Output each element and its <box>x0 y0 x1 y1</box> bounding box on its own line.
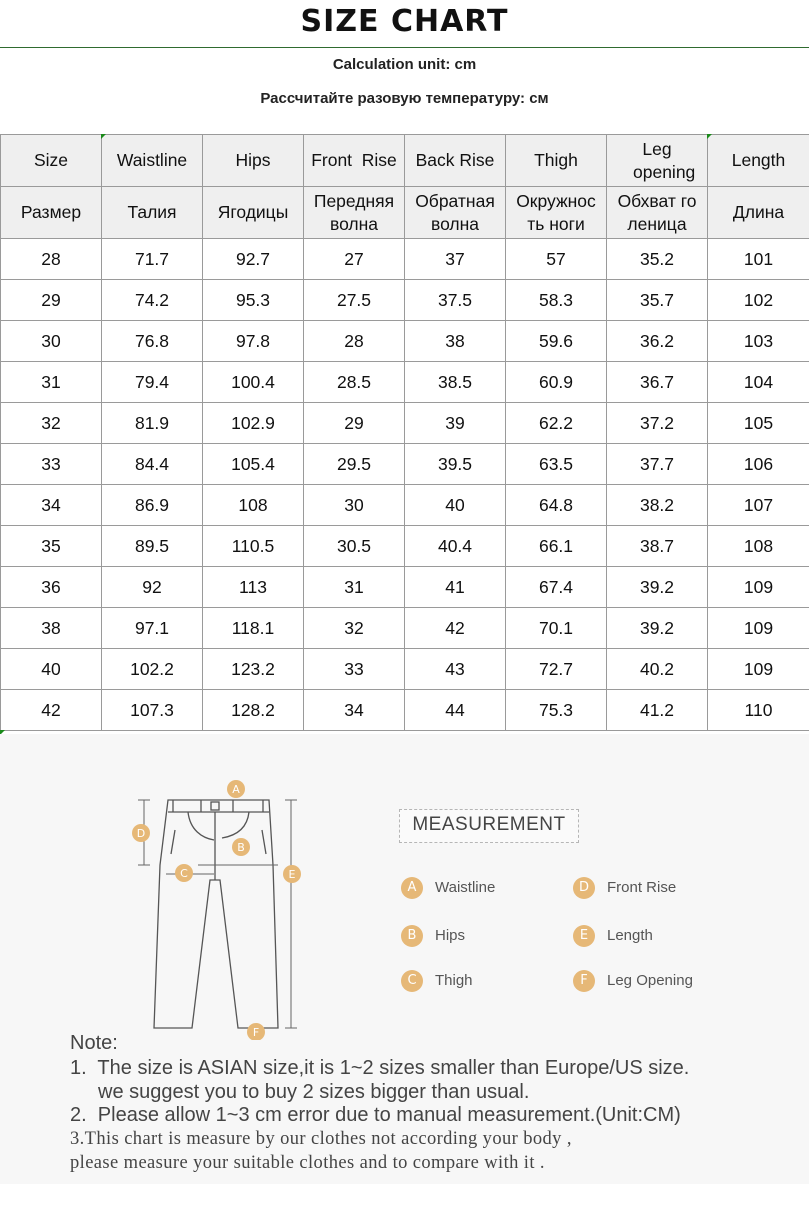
table-cell: 38 <box>1 608 102 649</box>
table-row <box>1 321 809 362</box>
jeans-outline-icon <box>128 770 308 1040</box>
legend-label: Waistline <box>435 879 496 896</box>
header-cell: Waistline <box>102 135 203 187</box>
table-cell: 74.2 <box>102 280 203 321</box>
measurement-title-box <box>399 809 579 843</box>
table-cell: 42 <box>405 608 506 649</box>
table-row <box>1 280 809 321</box>
unit-note-ru: Рассчитайте разовую температуру: см <box>260 90 549 107</box>
table-cell: 63.5 <box>506 444 607 485</box>
table-cell: 42 <box>1 690 102 731</box>
table-cell: 41 <box>405 567 506 608</box>
header-cell: Length <box>708 135 809 187</box>
header-cell: Передняя волна <box>304 187 405 239</box>
table-cell: 107.3 <box>102 690 203 731</box>
table-cell: 71.7 <box>102 239 203 280</box>
table-cell: 106 <box>708 444 809 485</box>
table-cell: 60.9 <box>506 362 607 403</box>
note-heading: Note: <box>70 1032 118 1054</box>
header-row-ru <box>1 187 809 239</box>
header-cell: Обратная волна <box>405 187 506 239</box>
table-cell: 37.7 <box>607 444 708 485</box>
table-cell: 27.5 <box>304 280 405 321</box>
table-cell: 102.2 <box>102 649 203 690</box>
table-cell: 58.3 <box>506 280 607 321</box>
table-row <box>1 485 809 526</box>
table-cell: 35.2 <box>607 239 708 280</box>
marker-label: F <box>252 1026 260 1039</box>
corner-marker <box>101 134 106 139</box>
header-cell: Талия <box>102 187 203 239</box>
table-cell: 109 <box>708 567 809 608</box>
table-cell: 30 <box>1 321 102 362</box>
table-cell: 31 <box>304 567 405 608</box>
table-cell: 29 <box>1 280 102 321</box>
table-cell: 39 <box>405 403 506 444</box>
table-cell: 110 <box>708 690 809 731</box>
table-cell: 38 <box>405 321 506 362</box>
table-cell: 29 <box>304 403 405 444</box>
table-cell: 41.2 <box>607 690 708 731</box>
table-cell: 123.2 <box>203 649 304 690</box>
table-cell: 97.1 <box>102 608 203 649</box>
table-cell: 86.9 <box>102 485 203 526</box>
table-cell: 27 <box>304 239 405 280</box>
table-cell: 84.4 <box>102 444 203 485</box>
table-row <box>1 362 809 403</box>
table-cell: 39.2 <box>607 608 708 649</box>
table-cell: 108 <box>203 485 304 526</box>
table-cell: 113 <box>203 567 304 608</box>
legend-marker-f: F <box>573 970 595 992</box>
table-cell: 32 <box>1 403 102 444</box>
table-cell: 102.9 <box>203 403 304 444</box>
table-cell: 28.5 <box>304 362 405 403</box>
header-cell: Длина <box>708 187 809 239</box>
table-cell: 32 <box>304 608 405 649</box>
table-cell: 37.2 <box>607 403 708 444</box>
table-cell: 109 <box>708 608 809 649</box>
table-row <box>1 526 809 567</box>
table-cell: 67.4 <box>506 567 607 608</box>
table-cell: 101 <box>708 239 809 280</box>
table-cell: 30.5 <box>304 526 405 567</box>
table-cell: 89.5 <box>102 526 203 567</box>
marker-label: C <box>180 867 188 880</box>
legend-marker-b: B <box>401 925 423 947</box>
table-cell: 40 <box>405 485 506 526</box>
table-cell: 128.2 <box>203 690 304 731</box>
table-cell: 59.6 <box>506 321 607 362</box>
table-cell: 105.4 <box>203 444 304 485</box>
table-cell: 28 <box>1 239 102 280</box>
table-row <box>1 239 809 280</box>
legend-label: Front Rise <box>607 879 677 896</box>
legend-marker-c: C <box>401 970 423 992</box>
title-divider <box>0 47 809 48</box>
table-cell: 37.5 <box>405 280 506 321</box>
header-row-en <box>1 135 809 187</box>
table-cell: 105 <box>708 403 809 444</box>
table-cell: 35 <box>1 526 102 567</box>
table-cell: 81.9 <box>102 403 203 444</box>
table-cell: 108 <box>708 526 809 567</box>
header-cell: Hips <box>203 135 304 187</box>
table-cell: 118.1 <box>203 608 304 649</box>
legend-label: Thigh <box>435 972 473 989</box>
table-cell: 79.4 <box>102 362 203 403</box>
table-cell: 62.2 <box>506 403 607 444</box>
table-cell: 40 <box>1 649 102 690</box>
table-cell: 28 <box>304 321 405 362</box>
table-cell: 38.7 <box>607 526 708 567</box>
table-cell: 70.1 <box>506 608 607 649</box>
table-cell: 31 <box>1 362 102 403</box>
table-cell: 64.8 <box>506 485 607 526</box>
table-cell: 95.3 <box>203 280 304 321</box>
table-row <box>1 649 809 690</box>
table-cell: 39.2 <box>607 567 708 608</box>
note-line-2: 2. Please allow 1~3 cm error due to manual measurement.(Unit:CM) <box>70 1104 681 1126</box>
corner-marker <box>707 134 712 139</box>
table-cell: 66.1 <box>506 526 607 567</box>
note-line-3b: please measure your suitable clothes and to compare with it . <box>70 1153 545 1173</box>
marker-label: A <box>232 783 240 796</box>
table-cell: 34 <box>1 485 102 526</box>
table-cell: 29.5 <box>304 444 405 485</box>
table-cell: 109 <box>708 649 809 690</box>
header-cell: Size <box>1 135 102 187</box>
table-cell: 110.5 <box>203 526 304 567</box>
table-cell: 72.7 <box>506 649 607 690</box>
table-cell: 103 <box>708 321 809 362</box>
legend-marker-a: A <box>401 877 423 899</box>
legend-label: Leg Opening <box>607 972 693 989</box>
legend-marker-d: D <box>573 877 595 899</box>
legend-label: Length <box>607 927 653 944</box>
note-line-1: 1. The size is ASIAN size,it is 1~2 sizes smaller than Europe/US size. <box>70 1057 690 1079</box>
header-cell: Back Rise <box>405 135 506 187</box>
table-cell: 37 <box>405 239 506 280</box>
table-cell: 57 <box>506 239 607 280</box>
header-cell: Leg opening <box>607 135 708 187</box>
table-row <box>1 690 809 731</box>
table-row <box>1 403 809 444</box>
table-cell: 107 <box>708 485 809 526</box>
table-cell: 92.7 <box>203 239 304 280</box>
header-cell: Размер <box>1 187 102 239</box>
marker-label: E <box>288 868 296 881</box>
measurement-title: MEASUREMENT <box>412 814 566 835</box>
table-row <box>1 567 809 608</box>
table-cell: 38.5 <box>405 362 506 403</box>
table-cell: 40.4 <box>405 526 506 567</box>
note-line-1b: we suggest you to buy 2 sizes bigger than usual. <box>98 1081 530 1103</box>
table-cell: 33 <box>304 649 405 690</box>
size-table <box>0 134 809 731</box>
legend-label: Hips <box>435 927 466 944</box>
table-cell: 44 <box>405 690 506 731</box>
table-cell: 36 <box>1 567 102 608</box>
header-cell: Обхват го леница <box>607 187 708 239</box>
page-title: SIZE CHART <box>300 4 509 39</box>
table-cell: 33 <box>1 444 102 485</box>
table-cell: 36.2 <box>607 321 708 362</box>
header-cell: Окружнос ть ноги <box>506 187 607 239</box>
marker-label: B <box>237 841 245 854</box>
table-cell: 97.8 <box>203 321 304 362</box>
table-cell: 30 <box>304 485 405 526</box>
header-cell: Thigh <box>506 135 607 187</box>
table-cell: 40.2 <box>607 649 708 690</box>
table-cell: 39.5 <box>405 444 506 485</box>
table-cell: 36.7 <box>607 362 708 403</box>
table-cell: 75.3 <box>506 690 607 731</box>
table-cell: 43 <box>405 649 506 690</box>
table-cell: 38.2 <box>607 485 708 526</box>
legend-marker-e: E <box>573 925 595 947</box>
table-cell: 102 <box>708 280 809 321</box>
note-line-3: 3.This chart is measure by our clothes not according your body , <box>70 1129 572 1149</box>
table-cell: 100.4 <box>203 362 304 403</box>
table-row <box>1 444 809 485</box>
table-cell: 92 <box>102 567 203 608</box>
table-cell: 34 <box>304 690 405 731</box>
marker-label: D <box>136 827 146 840</box>
header-cell: Ягодицы <box>203 187 304 239</box>
table-cell: 35.7 <box>607 280 708 321</box>
unit-note-en: Calculation unit: cm <box>332 56 477 73</box>
header-cell: Front Rise <box>304 135 405 187</box>
table-row <box>1 608 809 649</box>
table-cell: 76.8 <box>102 321 203 362</box>
table-cell: 104 <box>708 362 809 403</box>
